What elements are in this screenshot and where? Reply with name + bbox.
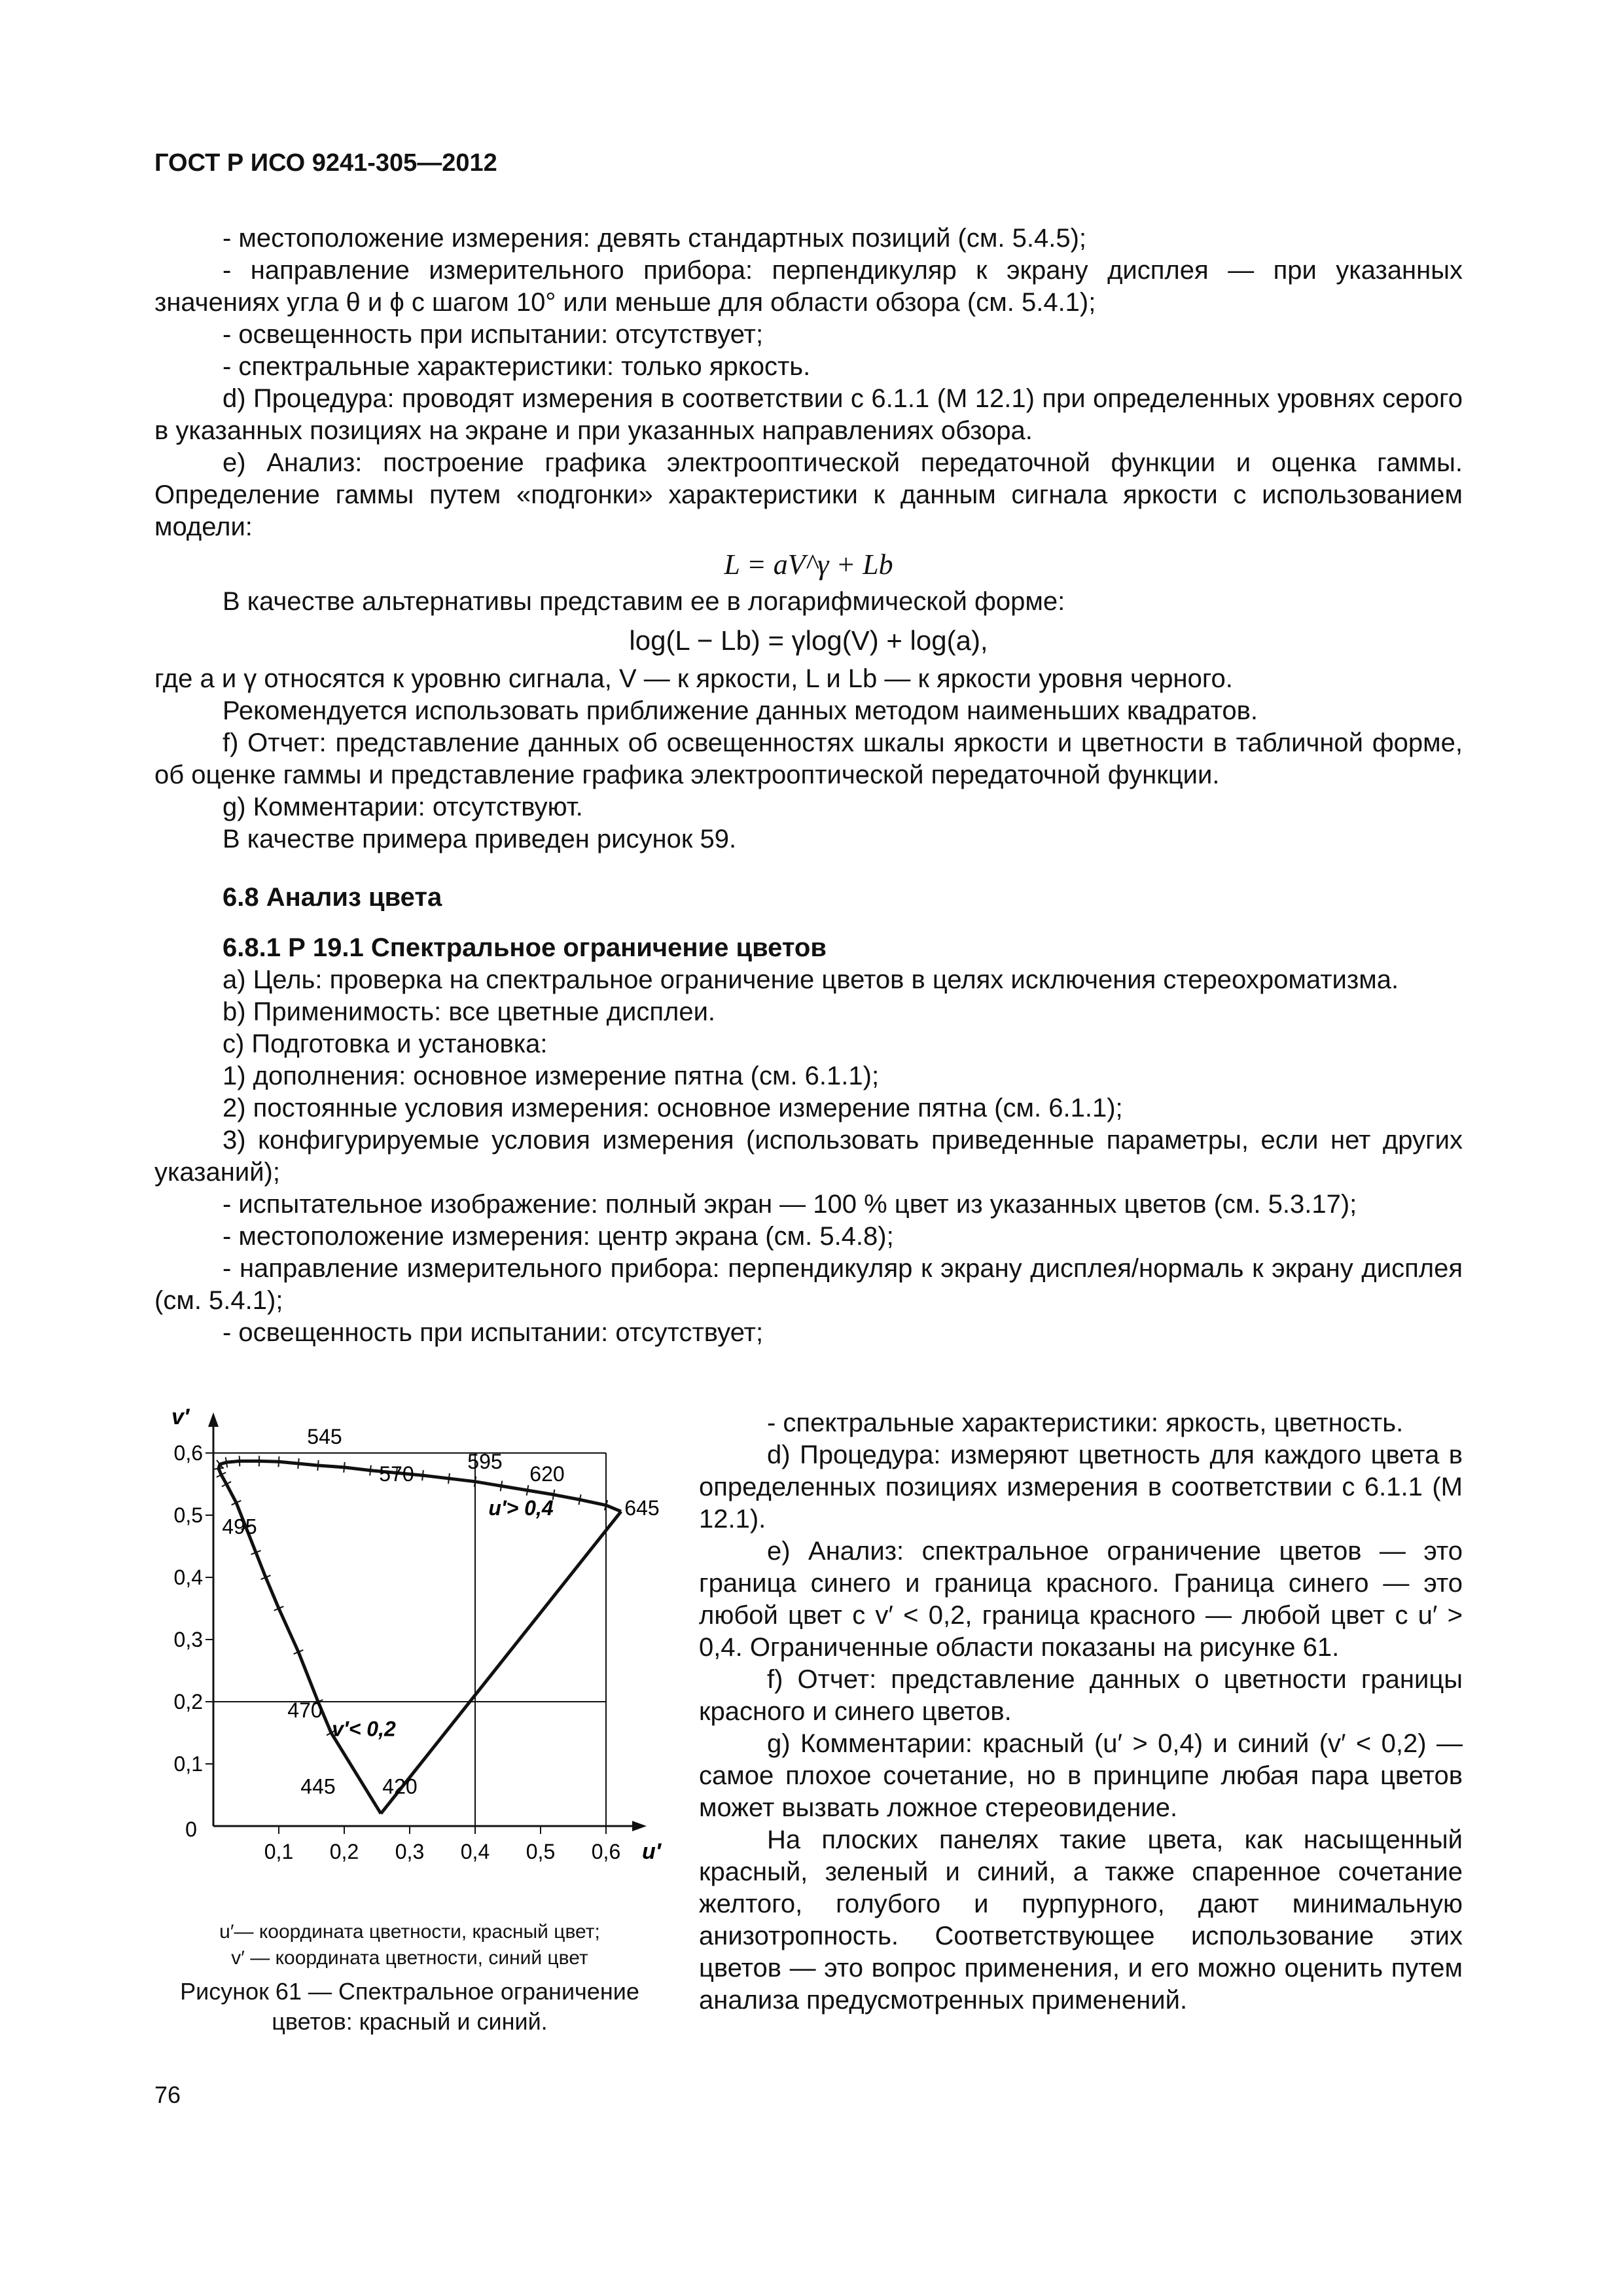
wavelength-label: 570 (379, 1462, 414, 1486)
x-axis-label: u′ (642, 1839, 661, 1864)
subsection-heading: 6.8.1 Р 19.1 Спектральное ограничение цветов (223, 933, 827, 962)
paragraph: 2) постоянные условия измерения: основное измерение пятна (см. 6.1.1); (223, 1094, 1123, 1122)
wavelength-label: 495 (222, 1515, 257, 1539)
figure-legend (154, 1919, 665, 1971)
x-tick-label: 0,2 (329, 1840, 359, 1863)
paragraph: - местоположение измерения: девять стандартных позиций (см. 5.4.5); (223, 224, 1086, 253)
y-tick-label: 0,2 (173, 1690, 203, 1713)
paragraph: 3) конфигурируемые условия измерения (использовать приведенные параметры, если нет других указаний); (154, 1126, 1463, 1187)
chart-svg (154, 1407, 671, 1865)
main-text (154, 223, 1463, 1349)
purple-line (381, 1511, 621, 1814)
wavelength-label: 545 (307, 1424, 342, 1448)
wavelength-label: 645 (624, 1496, 660, 1520)
paragraph: - направление измерительного прибора: перпендикуляр к экрану дисплея/нормаль к экрану дисплея (см. 5.4.1); (154, 1254, 1463, 1315)
wavelength-label: 445 (300, 1774, 336, 1799)
y-tick-label: 0,3 (173, 1628, 203, 1651)
locus-tick (501, 1480, 503, 1491)
page-number: 76 (154, 2081, 181, 2108)
locus-tick (344, 1462, 345, 1473)
wavelength-label: 620 (529, 1462, 565, 1486)
region-annotation: u′> 0,4 (488, 1496, 554, 1520)
paragraph: f) Отчет: представление данных об освещенностях шкалы яркости и цветности в табличной форме, об оценке гаммы и представление графика электрооптической передаточной функции. (154, 728, 1463, 789)
paragraph: - освещенность при испытании: отсутствует; (223, 1318, 764, 1347)
chromaticity-chart (154, 1407, 671, 1865)
document-header: ГОСТ Р ИСО 9241-305—2012 (154, 149, 497, 177)
y-tick-label: 0,4 (173, 1566, 203, 1589)
locus-tick (422, 1470, 423, 1480)
section-heading: 6.8 Анализ цвета (223, 883, 442, 912)
paragraph: e) Анализ: спектральное ограничение цветов — это граница синего и граница красного. Граница синего — это любой цвет с v′ < 0,2, граница красного — любой цвет с u′ > 0,4. Ограниченные области показаны на рисунке 61. (699, 1537, 1463, 1662)
y-axis-arrow (208, 1412, 219, 1427)
figure-caption: Рисунок 61 — Спектральное ограничение цветов: красный и синий. (180, 1978, 639, 2035)
locus-tick (527, 1485, 529, 1496)
paragraph: b) Применимость: все цветные дисплеи. (223, 997, 716, 1026)
paragraph: - местоположение измерения: центр экрана (см. 5.4.8); (223, 1222, 894, 1251)
legend-v: v′ — координата цветности, синий цвет (231, 1947, 588, 1969)
paragraph: - направление измерительного прибора: перпендикуляр к экрану дисплея — при указанных значениях угла θ и ϕ с шагом 10° или меньше для области обзора (см. 5.4.1); (154, 256, 1463, 317)
paragraph: e) Анализ: построение графика электрооптической передаточной функции и оценка гаммы. Определение гаммы путем «подгонки» характеристики к данным сигнала яркости с использованием модели: (154, 448, 1463, 541)
wavelength-label: 470 (287, 1698, 323, 1722)
paragraph: - испытательное изображение: полный экран — 100 % цвет из указанных цветов (см. 5.3.17); (223, 1190, 1357, 1219)
locus-tick (317, 1460, 318, 1471)
y-tick-label: 0,5 (173, 1503, 203, 1527)
paragraph: - спектральные характеристики: только яркость. (223, 352, 811, 381)
paragraph: В качестве альтернативы представим ее в логарифмической форме: (223, 587, 1065, 616)
x-tick-label: 0,4 (460, 1840, 490, 1863)
formula-log: log(L − Lb) = γlog(V) + log(a), (629, 625, 988, 656)
y-tick-label: 0,6 (173, 1441, 203, 1465)
paragraph: 1) дополнения: основное измерение пятна (см. 6.1.1); (223, 1062, 880, 1090)
y-axis-label: v′ (171, 1407, 190, 1429)
paragraph: c) Подготовка и установка: (223, 1030, 548, 1058)
paragraph: На плоских панелях такие цвета, как насыщенный красный, зеленый и синий, а также спаренное сочетание желтого, голубого и пурпурного, дают минимальную анизотропность. Соответствующее использование этих цветов — это вопрос применения, и его можно оценить путем анализа предусмотренных применений. (699, 1825, 1463, 2015)
formula-gamma: L = aV^γ + Lb (724, 548, 893, 581)
paragraph: d) Процедура: проводят измерения в соответствии с 6.1.1 (М 12.1) при определенных уровнях серого в указанных позициях на экране и при указанных направлениях обзора. (154, 384, 1463, 445)
x-tick-label: 0,3 (395, 1840, 425, 1863)
locus-tick (370, 1465, 371, 1476)
locus-tick (278, 1456, 279, 1467)
paragraph: где a и γ относятся к уровню сигнала, V — к яркости, L и Lb — к яркости уровня черного. (154, 664, 1233, 693)
locus-tick (298, 1458, 299, 1469)
x-tick-label: 0,5 (526, 1840, 556, 1863)
right-column (699, 1407, 1463, 2017)
legend-u: u′— координата цветности, красный цвет; (219, 1921, 600, 1943)
paragraph: В качестве примера приведен рисунок 59. (223, 825, 737, 853)
paragraph: a) Цель: проверка на спектральное ограничение цветов в целях исключения стереохроматизма. (223, 965, 1399, 994)
paragraph: d) Процедура: измеряют цветность для каждого цвета в определенных позициях измерения в соответствии с 6.1.1 (М 12.1). (699, 1441, 1463, 1534)
paragraph: - освещенность при испытании: отсутствует; (223, 320, 764, 349)
paragraph: Рекомендуется использовать приближение данных методом наименьших квадратов. (223, 696, 1258, 725)
paragraph: - спектральные характеристики: яркость, цветность. (767, 1408, 1404, 1437)
locus-tick (226, 1457, 228, 1467)
spectral-locus (219, 1461, 621, 1814)
paragraph: g) Комментарии: красный (u′ > 0,4) и синий (v′ < 0,2) — самое плохое сочетание, но в принципе любая пара цветов может вызвать ложное стереовидение. (699, 1729, 1463, 1822)
paragraph: g) Комментарии: отсутствуют. (223, 793, 583, 821)
paragraph: f) Отчет: представление данных о цветности границы красного и синего цветов. (699, 1665, 1463, 1726)
x-tick-label: 0,6 (591, 1840, 621, 1863)
y-tick-label: 0,1 (173, 1752, 203, 1776)
x-axis-arrow (632, 1821, 647, 1831)
locus-tick (448, 1473, 450, 1484)
origin-label: 0 (185, 1818, 197, 1841)
region-annotation: v′< 0,2 (332, 1717, 396, 1741)
wavelength-label: 420 (382, 1774, 418, 1799)
wavelength-label: 595 (467, 1449, 503, 1473)
x-tick-label: 0,1 (264, 1840, 294, 1863)
